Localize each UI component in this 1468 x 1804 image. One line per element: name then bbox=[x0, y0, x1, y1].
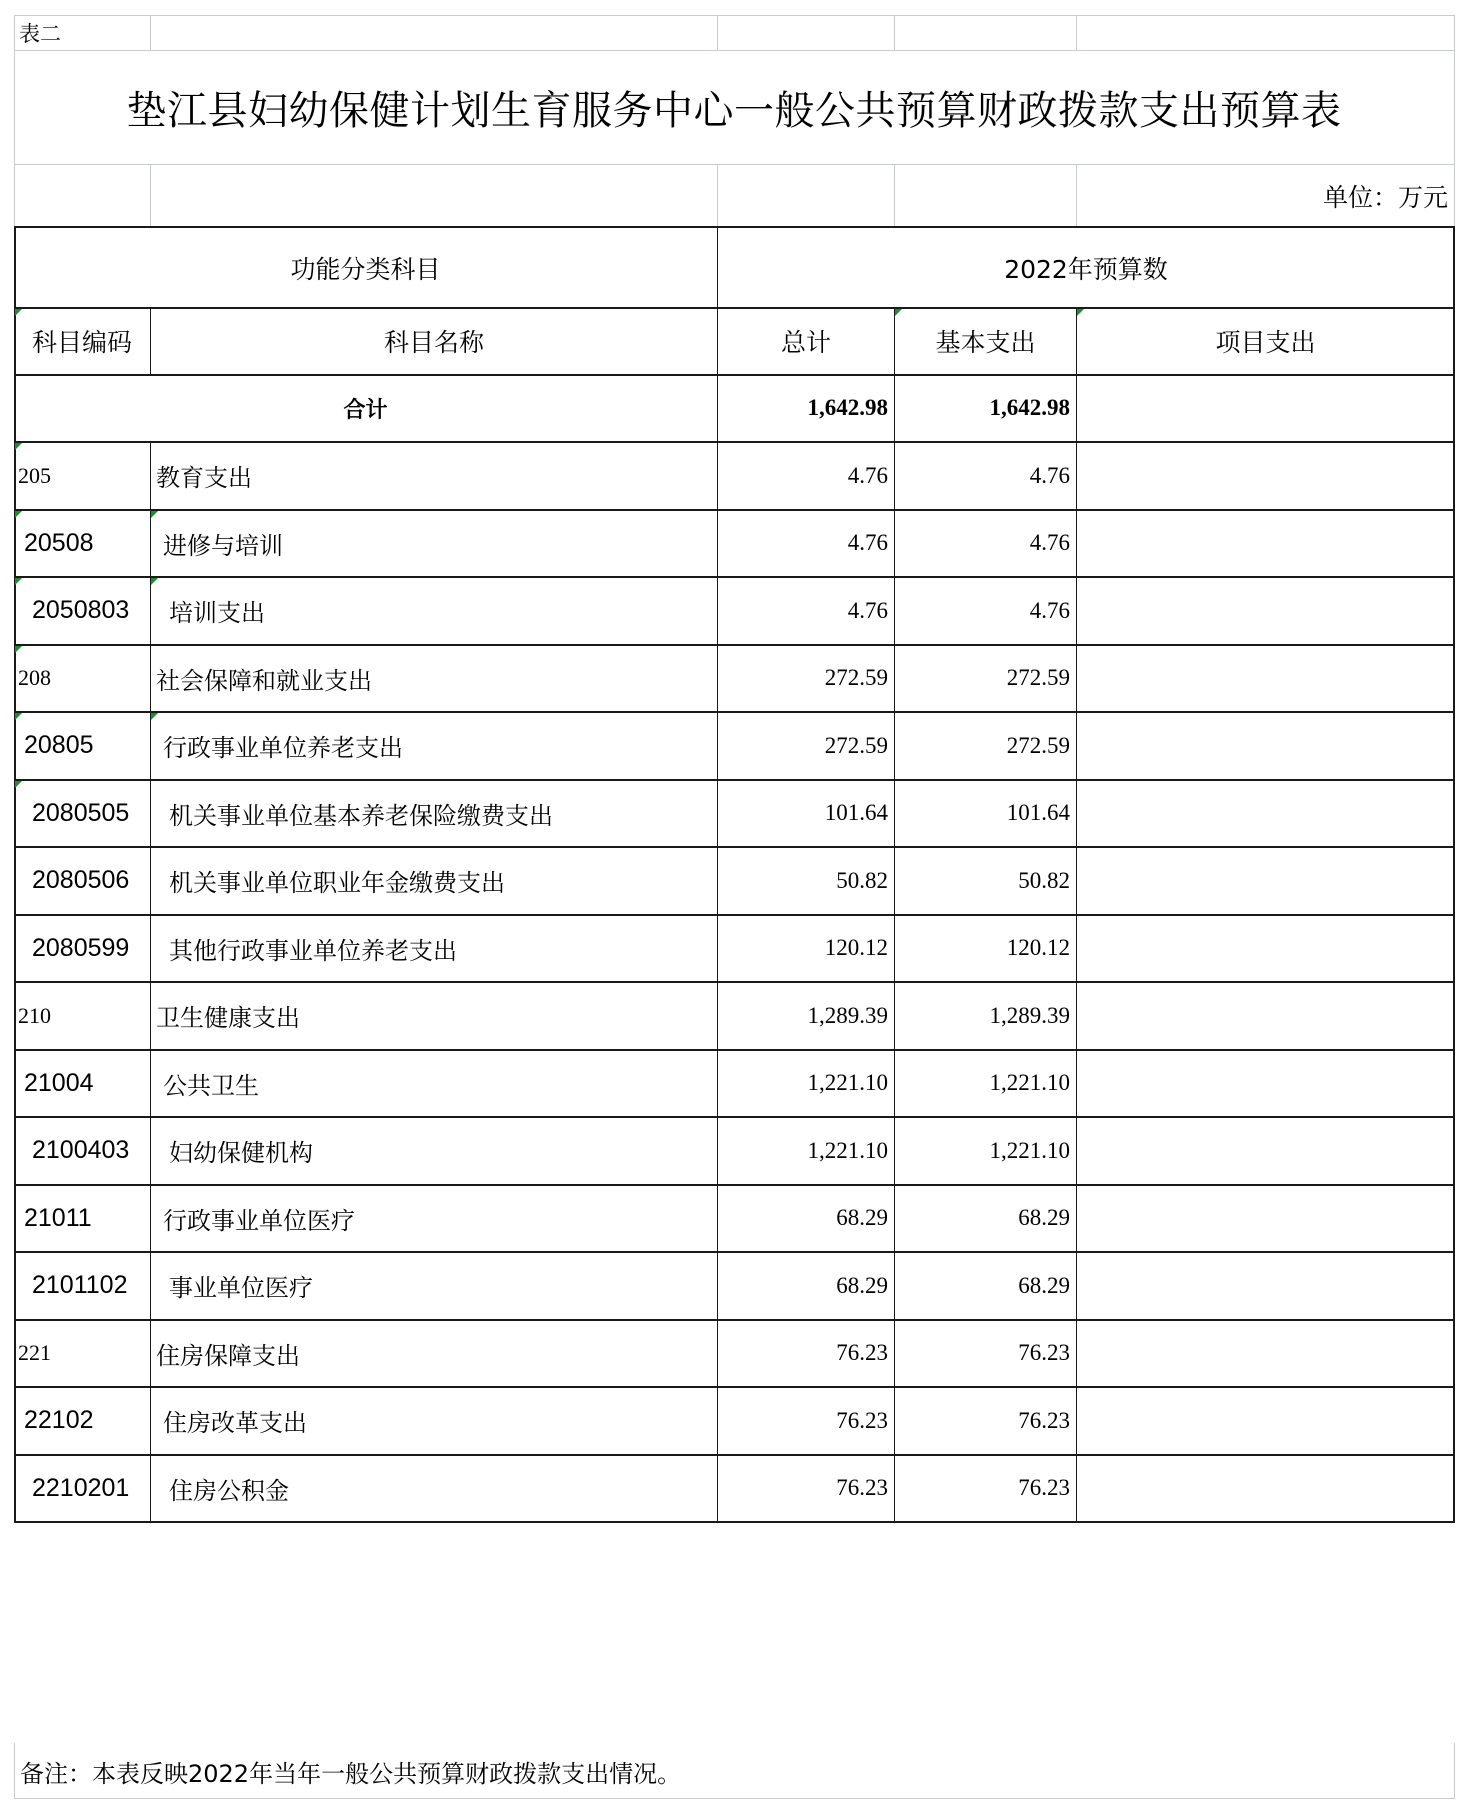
grid-line bbox=[894, 164, 895, 227]
row-project bbox=[1077, 645, 1454, 713]
row-project bbox=[1077, 1387, 1454, 1455]
row-total: 272.59 bbox=[824, 732, 888, 758]
row-total: 120.12 bbox=[824, 935, 888, 961]
summary-total: 1,642.98 bbox=[807, 395, 888, 420]
row-name: 培训支出 bbox=[169, 599, 265, 628]
row-code: 2080599 bbox=[32, 933, 130, 962]
row-code: 210 bbox=[18, 1002, 51, 1028]
row-code: 22102 bbox=[24, 1406, 94, 1435]
row-project bbox=[1077, 1117, 1454, 1185]
row-name: 行政事业单位养老支出 bbox=[163, 734, 403, 763]
cell-marker-icon bbox=[15, 309, 22, 316]
summary-label: 合计 bbox=[343, 397, 388, 423]
row-project bbox=[1077, 1185, 1454, 1253]
grid-line bbox=[14, 1743, 15, 1799]
row-name: 事业单位医疗 bbox=[169, 1274, 313, 1303]
row-project bbox=[1077, 577, 1454, 645]
row-name: 其他行政事业单位养老支出 bbox=[169, 936, 457, 965]
row-total: 50.82 bbox=[836, 867, 888, 893]
row-name: 公共卫生 bbox=[163, 1071, 259, 1100]
header-project: 项目支出 bbox=[1215, 328, 1316, 357]
row-name: 妇幼保健机构 bbox=[169, 1139, 313, 1168]
row-basic: 1,221.10 bbox=[989, 1070, 1070, 1096]
row-total: 101.64 bbox=[824, 800, 888, 826]
row-project bbox=[1077, 1320, 1454, 1388]
row-total: 272.59 bbox=[824, 665, 888, 691]
row-code: 2100403 bbox=[32, 1136, 130, 1165]
row-basic: 4.76 bbox=[1029, 462, 1070, 488]
cell-marker-icon bbox=[151, 578, 158, 585]
row-code: 2210201 bbox=[32, 1473, 130, 1502]
row-basic: 76.23 bbox=[1018, 1340, 1070, 1366]
row-name: 进修与培训 bbox=[163, 531, 283, 560]
grid-line bbox=[1454, 15, 1455, 227]
row-basic: 272.59 bbox=[1006, 665, 1070, 691]
row-code: 2101102 bbox=[32, 1271, 128, 1300]
row-project bbox=[1077, 982, 1454, 1050]
row-total: 1,221.10 bbox=[807, 1137, 888, 1163]
row-project bbox=[1077, 510, 1454, 578]
row-total: 76.23 bbox=[836, 1407, 888, 1433]
cell-marker-icon bbox=[1077, 309, 1084, 316]
page-title: 垫江县妇幼保健计划生育服务中心一般公共预算财政拨款支出预算表 bbox=[126, 88, 1342, 134]
row-code: 21011 bbox=[24, 1203, 92, 1232]
row-code: 20508 bbox=[24, 528, 94, 557]
row-basic: 50.82 bbox=[1018, 867, 1070, 893]
row-code: 2080505 bbox=[32, 798, 130, 827]
grid-line bbox=[717, 164, 718, 227]
cell-marker-icon bbox=[15, 646, 22, 653]
grid-line bbox=[1076, 15, 1077, 50]
row-total: 1,221.10 bbox=[807, 1070, 888, 1096]
row-basic: 1,289.39 bbox=[989, 1002, 1070, 1028]
row-basic: 1,221.10 bbox=[989, 1137, 1070, 1163]
row-name: 住房公积金 bbox=[169, 1476, 289, 1505]
row-project bbox=[1077, 847, 1454, 915]
header-name: 科目名称 bbox=[383, 328, 484, 357]
row-basic: 76.23 bbox=[1018, 1407, 1070, 1433]
row-total: 76.23 bbox=[836, 1475, 888, 1501]
cell-marker-icon bbox=[15, 443, 22, 450]
cell-marker-icon bbox=[15, 511, 22, 518]
row-basic: 76.23 bbox=[1018, 1475, 1070, 1501]
row-basic: 68.29 bbox=[1018, 1205, 1070, 1231]
row-name: 机关事业单位职业年金缴费支出 bbox=[169, 869, 505, 898]
row-total: 68.29 bbox=[836, 1272, 888, 1298]
row-total: 4.76 bbox=[847, 530, 888, 556]
row-basic: 68.29 bbox=[1018, 1272, 1070, 1298]
row-basic: 120.12 bbox=[1006, 935, 1070, 961]
row-name: 行政事业单位医疗 bbox=[163, 1206, 355, 1235]
header-function-class: 功能分类科目 bbox=[290, 254, 441, 284]
row-code: 2080506 bbox=[32, 866, 130, 895]
grid-line bbox=[150, 164, 151, 227]
row-total: 1,289.39 bbox=[807, 1002, 888, 1028]
unit-label: 单位：万元 bbox=[1322, 183, 1448, 212]
footnote: 备注：本表反映2022年当年一般公共预算财政拨款支出情况。 bbox=[20, 1759, 682, 1788]
cell-marker-icon bbox=[151, 713, 158, 720]
row-project bbox=[1077, 442, 1454, 510]
sheet-label: 表二 bbox=[19, 21, 61, 46]
row-total: 76.23 bbox=[836, 1340, 888, 1366]
row-code: 20805 bbox=[24, 731, 94, 760]
header-total: 总计 bbox=[780, 328, 831, 357]
row-code: 221 bbox=[18, 1340, 51, 1366]
row-name: 卫生健康支出 bbox=[156, 1004, 300, 1033]
row-name: 社会保障和就业支出 bbox=[156, 666, 372, 695]
grid-line bbox=[14, 15, 1455, 16]
header-code: 科目编码 bbox=[31, 328, 132, 357]
header-budget-year: 2022年预算数 bbox=[1004, 254, 1168, 284]
row-code: 2050803 bbox=[32, 596, 130, 625]
row-total: 68.29 bbox=[836, 1205, 888, 1231]
header-basic: 基本支出 bbox=[935, 328, 1036, 357]
row-name: 住房保障支出 bbox=[156, 1341, 300, 1370]
row-project bbox=[1077, 1455, 1454, 1523]
row-name: 住房改革支出 bbox=[163, 1409, 307, 1438]
cell-marker-icon bbox=[895, 309, 902, 316]
row-basic: 272.59 bbox=[1006, 732, 1070, 758]
grid-line bbox=[150, 15, 151, 50]
row-code: 205 bbox=[18, 462, 51, 488]
cell-marker-icon bbox=[15, 713, 22, 720]
cell-marker-icon bbox=[15, 781, 22, 788]
row-total: 4.76 bbox=[847, 462, 888, 488]
row-basic: 4.76 bbox=[1029, 597, 1070, 623]
row-total: 4.76 bbox=[847, 597, 888, 623]
summary-project bbox=[1077, 375, 1454, 441]
row-code: 208 bbox=[18, 665, 51, 691]
summary-basic: 1,642.98 bbox=[989, 395, 1070, 420]
row-project bbox=[1077, 1252, 1454, 1320]
row-code: 21004 bbox=[24, 1068, 94, 1097]
cell-marker-icon bbox=[151, 511, 158, 518]
grid-line bbox=[1454, 1743, 1455, 1799]
budget-sheet bbox=[14, 15, 1454, 1799]
row-project bbox=[1077, 915, 1454, 983]
grid-line bbox=[894, 15, 895, 50]
cell-marker-icon bbox=[15, 578, 22, 585]
row-basic: 101.64 bbox=[1006, 800, 1070, 826]
grid-line bbox=[717, 15, 718, 50]
row-basic: 4.76 bbox=[1029, 530, 1070, 556]
row-name: 机关事业单位基本养老保险缴费支出 bbox=[169, 801, 553, 830]
row-project bbox=[1077, 712, 1454, 780]
row-project bbox=[1077, 1050, 1454, 1118]
row-project bbox=[1077, 780, 1454, 848]
row-name: 教育支出 bbox=[156, 464, 252, 493]
